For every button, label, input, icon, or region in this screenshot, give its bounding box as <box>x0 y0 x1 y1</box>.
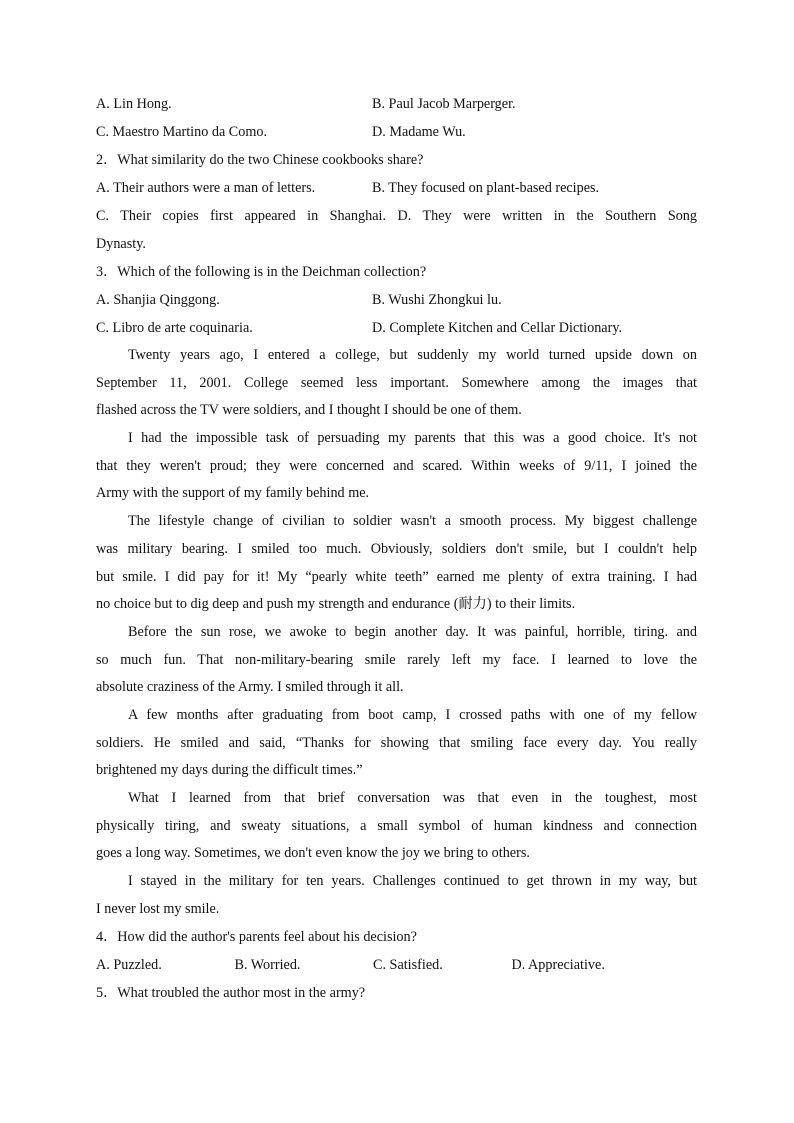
exam-page <box>96 90 697 1007</box>
passage-paragraph <box>96 425 697 508</box>
passage-line: soldiers. He smiled and said, “Thanks for showing that smiling face every day. You really <box>96 734 697 751</box>
passage-line: I never lost my smile. <box>96 900 220 917</box>
passage-paragraph <box>96 619 697 702</box>
passage-line: The lifestyle change of civilian to soldier wasn't a smooth process. My biggest challenge <box>128 513 697 530</box>
q3-options-row-1 <box>96 286 697 314</box>
q4-stem: 4．How did the author's parents feel about his decision? <box>96 929 417 946</box>
q3-option-a: A. Shanjia Qinggong. <box>96 292 220 308</box>
passage-paragraph <box>96 342 697 425</box>
passage-line: September 11, 2001. College seemed less important. Somewhere among the images that <box>96 374 697 391</box>
q3-stem: 3．Which of the following is in the Deichman collection? <box>96 264 427 280</box>
passage-line: physically tiring, and sweaty situations, a small symbol of human kindness and connection <box>96 817 697 834</box>
passage-line: I stayed in the military for ten years. Challenges continued to get thrown in my way, but <box>128 873 697 890</box>
q4-option-d: D. Appreciative. <box>511 957 605 974</box>
passage-line: no choice but to dig deep and push my strength and endurance (耐力) to their limits. <box>96 596 576 613</box>
q2-stem: 2．What similarity do the two Chinese cookbooks share? <box>96 152 424 168</box>
passage-line: I had the impossible task of persuading my parents that this was a good choice. It's not <box>128 430 697 447</box>
q3-options-row-2 <box>96 314 697 342</box>
q1-option-a: A. Lin Hong. <box>96 96 172 112</box>
passage-line: that they weren't proud; they were concerned and scared. Within weeks of 9/11, I joined the <box>96 457 697 474</box>
passage-line: absolute craziness of the Army. I smiled through it all. <box>96 679 404 696</box>
passage-paragraph <box>96 785 697 868</box>
q3-option-d: D. Complete Kitchen and Cellar Dictionary. <box>372 320 623 336</box>
passage-line: What I learned from that brief conversation was that even in the toughest, most <box>128 790 697 806</box>
q2-option-b: B. They focused on plant-based recipes. <box>372 180 600 196</box>
passage-paragraph <box>96 508 697 619</box>
q4-option-a: A. Puzzled. <box>96 957 162 974</box>
q1-options-row-2 <box>96 118 697 146</box>
reading-passage <box>96 342 697 923</box>
passage-line: Twenty years ago, I entered a college, but suddenly my world turned upside down on <box>128 347 697 363</box>
passage-paragraph <box>96 868 697 923</box>
passage-line: brightened my days during the difficult times.” <box>96 762 363 779</box>
q2-options-c-d-continued: Dynasty. <box>96 236 146 252</box>
q1-option-d: D. Madame Wu. <box>372 124 466 140</box>
passage-line: so much fun. That non-military-bearing smile rarely left my face. I learned to love the <box>96 651 697 668</box>
q5-stem: 5．What troubled the author most in the army? <box>96 985 366 1002</box>
q3-option-b: B. Wushi Zhongkui lu. <box>372 292 502 308</box>
q4-option-b: B. Worried. <box>234 957 301 974</box>
q2-options-row-1 <box>96 174 697 202</box>
passage-paragraph <box>96 702 697 785</box>
passage-line: A few months after graduating from boot camp, I crossed paths with one of my fellow <box>128 706 697 723</box>
q4-options <box>96 951 697 979</box>
q2-option-a: A. Their authors were a man of letters. <box>96 180 316 196</box>
passage-line: flashed across the TV were soldiers, and I thought I should be one of them. <box>96 402 522 419</box>
q1-options-row-1 <box>96 90 697 118</box>
q3-option-c: C. Libro de arte coquinaria. <box>96 320 253 336</box>
passage-line: goes a long way. Sometimes, we don't even know the joy we bring to others. <box>96 845 530 862</box>
q2-options-c-d: C. Their copies first appeared in Shanghai. D. They were written in the Southern Song <box>96 208 697 224</box>
q1-option-b: B. Paul Jacob Marperger. <box>372 96 516 112</box>
passage-line: Before the sun rose, we awoke to begin another day. It was painful, horrible, tiring. and <box>128 623 697 640</box>
passage-line: Army with the support of my family behind me. <box>96 485 370 502</box>
passage-line: was military bearing. I smiled too much. Obviously, soldiers don't smile, but I couldn't help <box>96 540 697 557</box>
passage-line: but smile. I did pay for it! My “pearly white teeth” earned me plenty of extra training. I had <box>96 568 697 585</box>
q4-option-c: C. Satisfied. <box>373 957 443 974</box>
q1-option-c: C. Maestro Martino da Como. <box>96 124 268 140</box>
